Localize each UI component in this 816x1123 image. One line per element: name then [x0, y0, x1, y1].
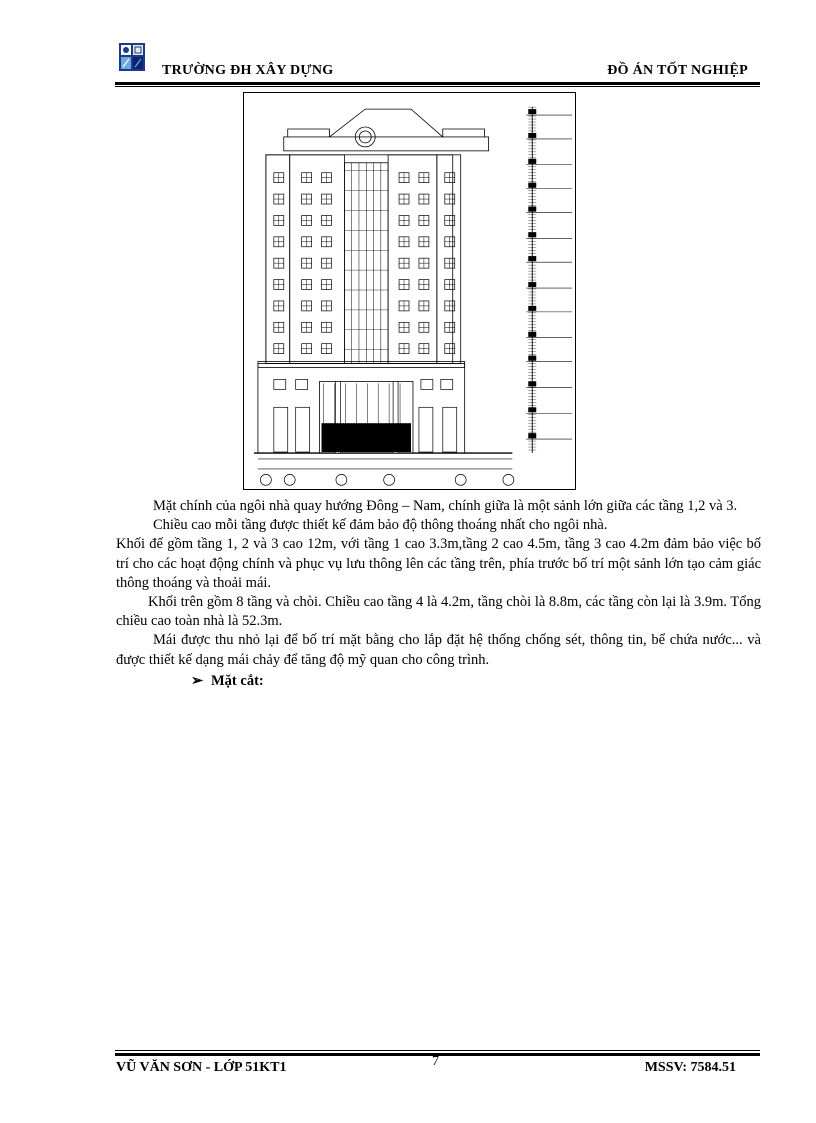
podium-door — [443, 407, 457, 452]
window — [302, 258, 312, 268]
roof-gable — [329, 109, 442, 137]
window — [399, 322, 409, 332]
window — [399, 237, 409, 247]
curtain-wall-grid — [344, 163, 388, 364]
window — [445, 173, 455, 183]
window — [302, 322, 312, 332]
tower-windows — [274, 173, 455, 354]
level-tag — [528, 133, 536, 138]
window — [302, 344, 312, 354]
header-rule-thick — [115, 82, 760, 85]
window — [419, 215, 429, 225]
paragraph-upper-block: Khối trên gồm 8 tầng và chòi. Chiều cao tầng 4 là 4.2m, tầng chòi là 8.8m, các tầng còn lại là 3.9m. Tổng chiều cao toàn nhà là 52.3m. — [116, 594, 761, 630]
window — [274, 280, 284, 290]
level-tag — [528, 433, 536, 438]
window — [322, 344, 332, 354]
section-heading — [116, 672, 761, 691]
level-tag — [528, 109, 536, 114]
level-tag — [528, 207, 536, 212]
window — [302, 301, 312, 311]
window — [322, 258, 332, 268]
window — [274, 237, 284, 247]
roof-eave-left — [288, 129, 330, 137]
header-rule-thin — [115, 86, 760, 87]
level-tag — [528, 159, 536, 164]
window — [302, 194, 312, 204]
window — [419, 194, 429, 204]
left-bay — [290, 155, 345, 364]
window — [445, 322, 455, 332]
podium-door — [296, 407, 310, 452]
window — [322, 194, 332, 204]
window — [322, 173, 332, 183]
window — [419, 280, 429, 290]
window — [274, 301, 284, 311]
window — [419, 322, 429, 332]
window — [399, 173, 409, 183]
university-logo — [117, 40, 149, 74]
arrow-bullet-icon: ➢ — [191, 672, 204, 689]
window — [419, 344, 429, 354]
footer-author: VŨ VĂN SƠN - LỚP 51KT1 — [116, 1060, 287, 1075]
header-project-title: ĐỒ ÁN TỐT NGHIỆP — [607, 63, 748, 78]
window — [322, 215, 332, 225]
level-tag — [528, 356, 536, 361]
window — [445, 344, 455, 354]
paragraph-podium: Khối đế gồm tầng 1, 2 và 3 cao 12m, với tầng 1 cao 3.3m,tầng 2 cao 4.5m, tầng 3 cao 4.2m đảm bảo việc bố trí cho các hoạt động chính và phục vụ lưu thông lên các tầng trên, phía trước bố trí một sảnh lớn tạo cảm giác thông thoáng và thoải mái. — [116, 536, 761, 591]
window — [274, 258, 284, 268]
window — [322, 301, 332, 311]
body-text — [116, 497, 761, 691]
window — [419, 173, 429, 183]
window — [399, 215, 409, 225]
page-number: 7 — [432, 1054, 439, 1069]
grid-axis-markers — [260, 474, 513, 485]
roof-eave-right — [443, 129, 485, 137]
level-tag — [528, 407, 536, 412]
window — [445, 301, 455, 311]
window — [399, 301, 409, 311]
window — [419, 237, 429, 247]
level-ruler — [526, 107, 572, 453]
podium-window — [296, 379, 308, 389]
window — [419, 301, 429, 311]
window — [322, 322, 332, 332]
window — [445, 280, 455, 290]
building-elevation-drawing — [243, 92, 576, 490]
paragraph-roof: Mái được thu nhỏ lại để bố trí mặt bằng cho lắp đặt hệ thống chống sét, thông tin, bể chứa nước... và được thiết kế dạng mái chảy để tăng độ mỹ quan cho công trình. — [116, 632, 761, 668]
window — [445, 258, 455, 268]
level-tag — [528, 282, 536, 287]
window — [302, 237, 312, 247]
dimension-lines — [258, 459, 512, 469]
window — [302, 173, 312, 183]
window — [274, 215, 284, 225]
window — [445, 237, 455, 247]
window — [322, 280, 332, 290]
footer-rule-thin — [115, 1050, 760, 1051]
window — [445, 194, 455, 204]
window — [399, 194, 409, 204]
window — [399, 280, 409, 290]
podium-window — [274, 379, 286, 389]
podium-door — [419, 407, 433, 452]
window — [399, 344, 409, 354]
window — [274, 194, 284, 204]
footer-student-id: MSSV: 7584.51 — [644, 1060, 736, 1075]
window — [302, 215, 312, 225]
window — [399, 258, 409, 268]
podium-cornice — [258, 362, 465, 368]
level-tag — [528, 381, 536, 386]
elevation-svg — [244, 93, 575, 489]
window — [274, 344, 284, 354]
level-tag — [528, 232, 536, 237]
header-university: TRƯỜNG ĐH XÂY DỰNG — [162, 63, 334, 78]
level-tag — [528, 256, 536, 261]
podium-window — [421, 379, 433, 389]
window — [322, 237, 332, 247]
window — [302, 280, 312, 290]
podium-door — [274, 407, 288, 452]
level-tag — [528, 306, 536, 311]
window — [445, 215, 455, 225]
lobby-base — [322, 423, 411, 452]
window — [274, 322, 284, 332]
right-bay — [388, 155, 437, 364]
section-heading-text: Mặt cắt: — [211, 672, 264, 689]
window — [274, 173, 284, 183]
paragraph-facade: Mặt chính của ngôi nhà quay hướng Đông – Nam, chính giữa là một sảnh lớn giữa các tầng 1,2 và 3. — [153, 498, 738, 514]
level-tag — [528, 183, 536, 188]
paragraph-floor-height: Chiều cao mỗi tầng được thiết kế đảm bảo độ thông thoáng nhất cho ngôi nhà. — [153, 517, 608, 534]
level-tag — [528, 332, 536, 337]
window — [419, 258, 429, 268]
podium-window — [441, 379, 453, 389]
roof-top-band — [284, 137, 489, 151]
